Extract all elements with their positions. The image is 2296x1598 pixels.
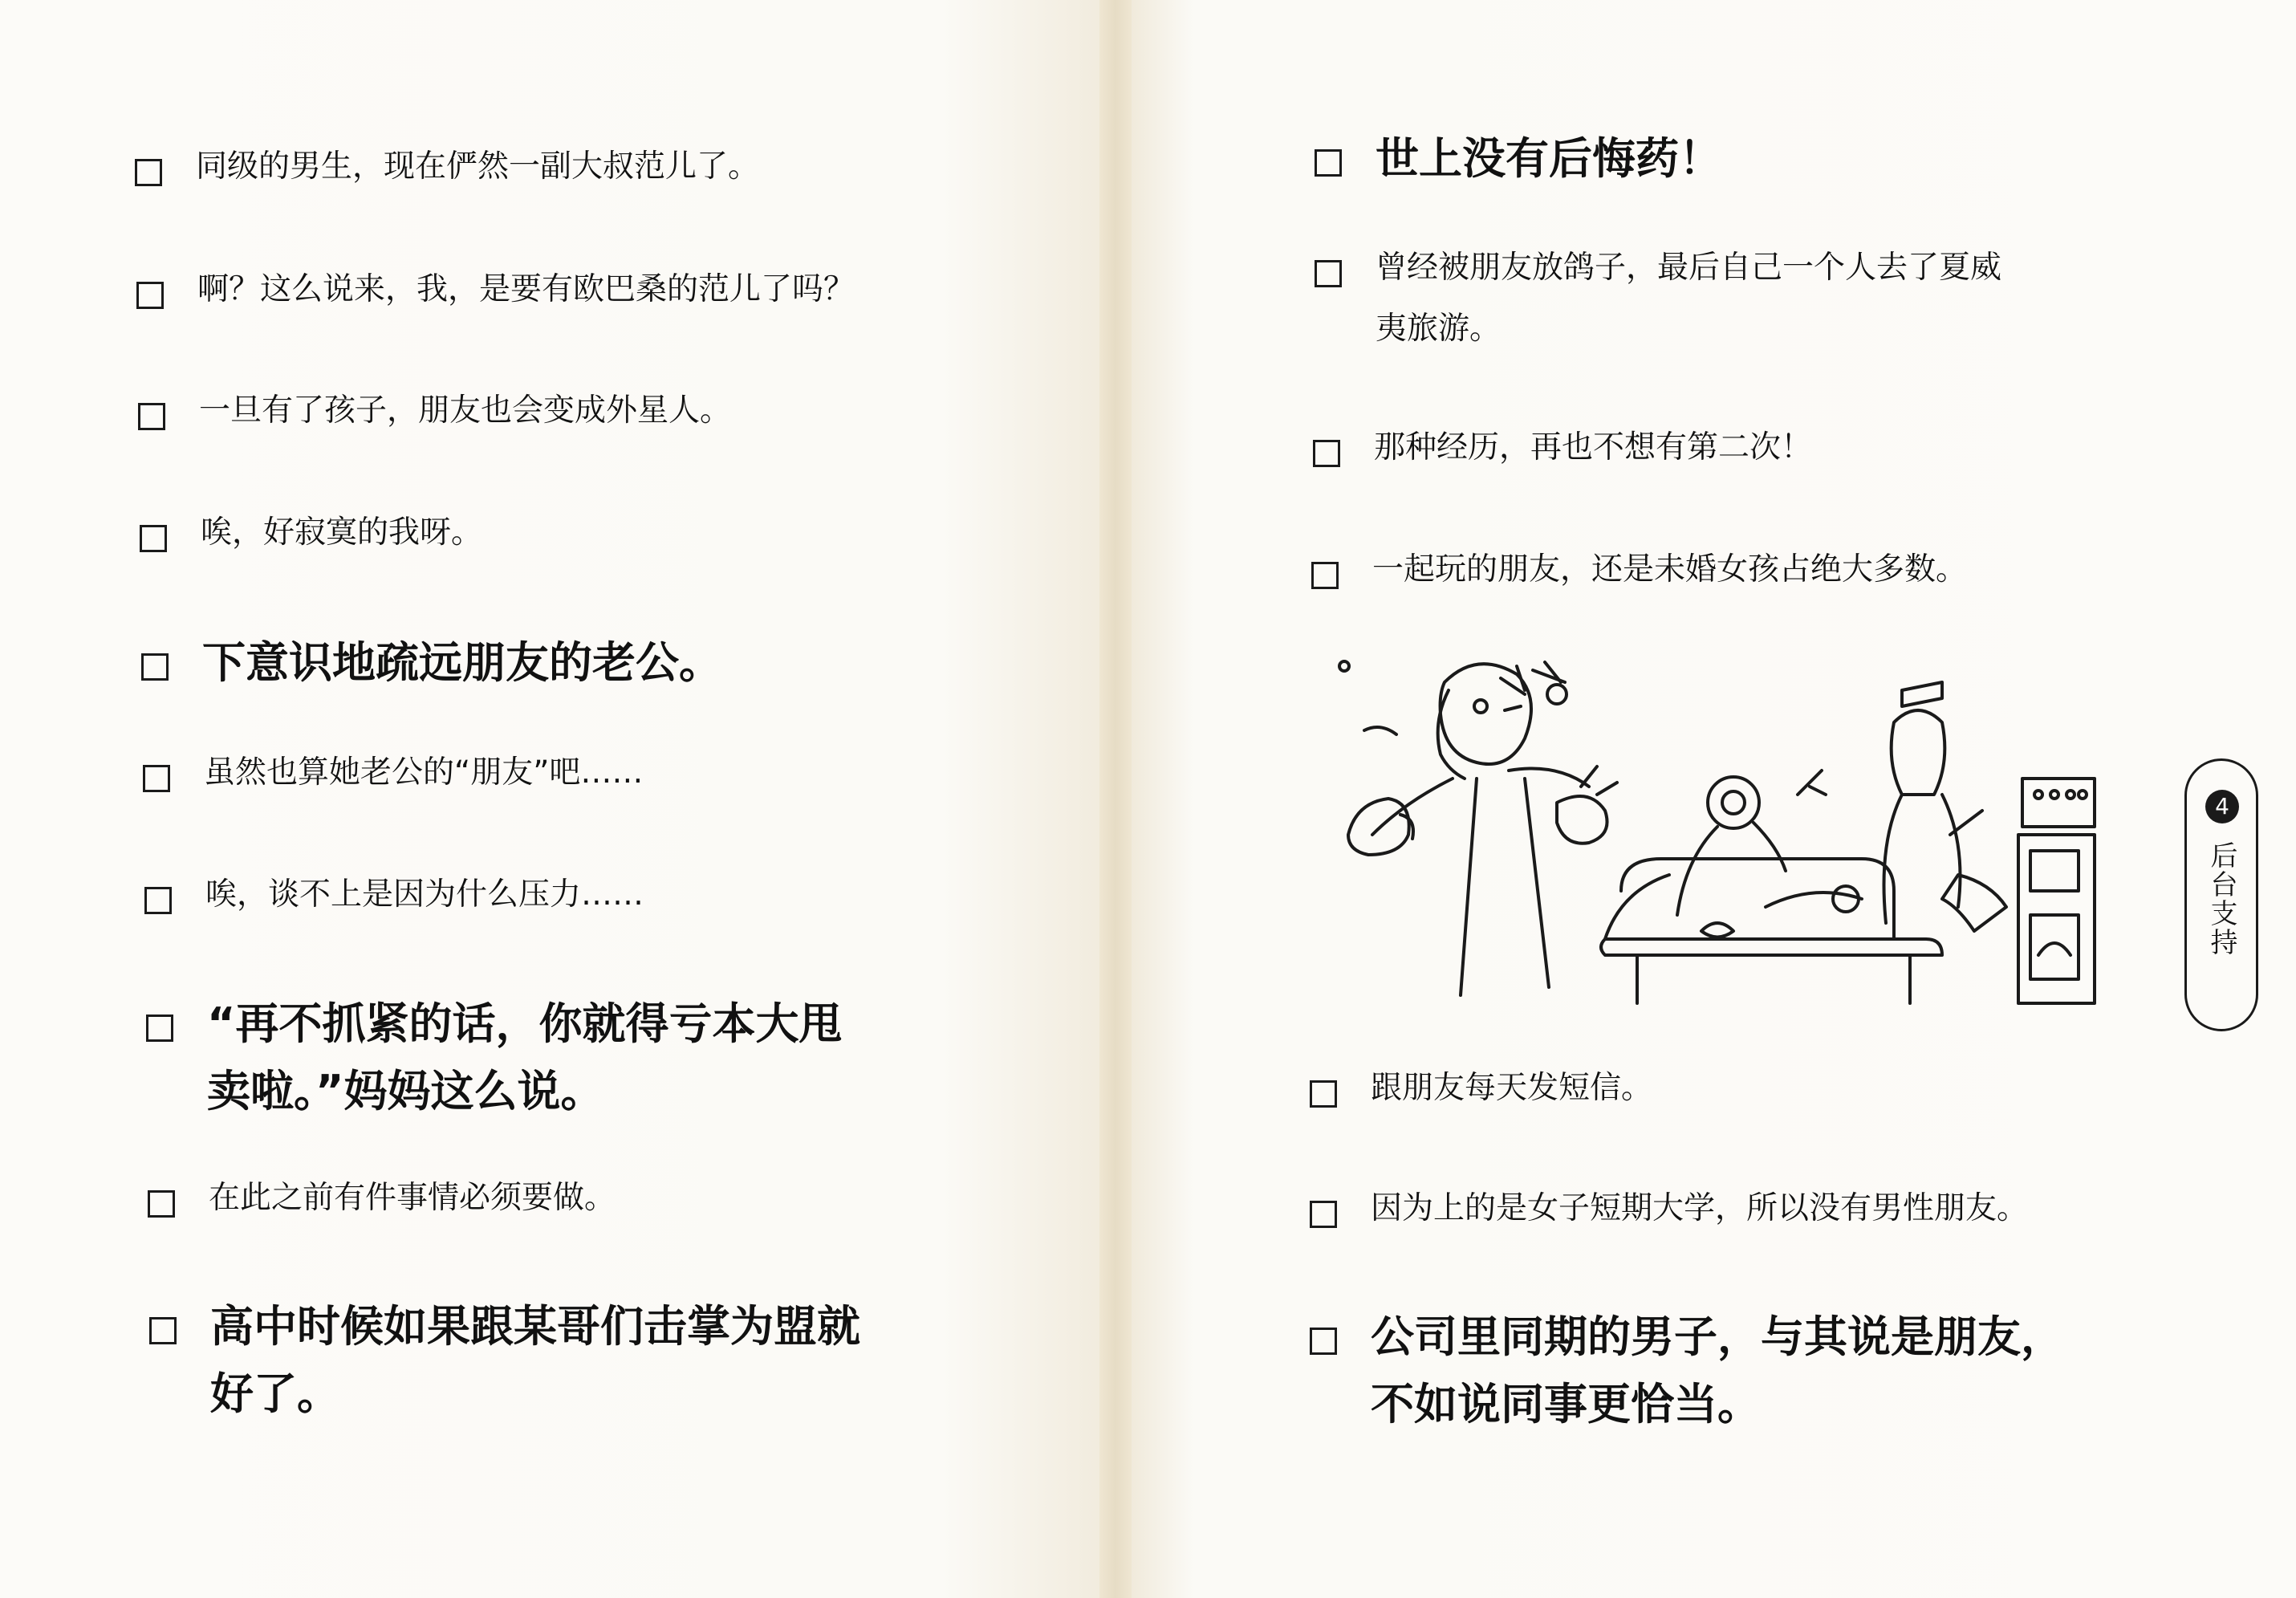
item-text: 跟朋友每天发短信。 bbox=[1371, 1070, 1653, 1106]
checkbox[interactable] bbox=[149, 1317, 177, 1344]
checklist-item bbox=[148, 1180, 616, 1229]
checkbox[interactable] bbox=[1315, 260, 1342, 287]
item-text: 同级的男生，现在俨然一副大叔范儿了。 bbox=[196, 148, 760, 185]
item-text: 一起玩的朋友，还是未婚女孩占绝大多数。 bbox=[1372, 551, 1968, 588]
item-text: 世上没有后悔药！ bbox=[1376, 133, 1722, 184]
item-text-line: 不如说同事更恰当。 bbox=[1371, 1379, 1761, 1429]
checkbox[interactable] bbox=[143, 765, 170, 792]
checklist-item bbox=[144, 876, 644, 925]
chapter-tab[interactable] bbox=[2184, 758, 2258, 1031]
checklist-item bbox=[1315, 250, 2002, 360]
item-text: 啊？这么说来，我，是要有欧巴桑的范儿了吗？ bbox=[197, 271, 855, 307]
item-text bbox=[207, 990, 843, 1125]
checkbox[interactable] bbox=[146, 1015, 173, 1042]
item-text-line: “再不抓紧的话，你就得亏本大甩 bbox=[207, 998, 843, 1049]
checklist-item bbox=[138, 392, 732, 441]
item-text bbox=[210, 1293, 860, 1428]
checkbox[interactable] bbox=[1313, 440, 1340, 467]
item-text-line: 夷旅游。 bbox=[1376, 311, 1502, 347]
checklist-item bbox=[141, 637, 722, 697]
checklist-item bbox=[1310, 1070, 1653, 1119]
checklist-item bbox=[140, 514, 483, 563]
checkbox[interactable] bbox=[144, 887, 172, 914]
item-text: 下意识地疏远朋友的老公。 bbox=[202, 637, 722, 688]
checkbox[interactable] bbox=[138, 403, 165, 430]
item-text-line: 卖啦。”妈妈这么说。 bbox=[207, 1066, 604, 1116]
book-gutter bbox=[1099, 0, 1132, 1598]
item-text: 虽然也算她老公的“朋友”吧…… bbox=[204, 754, 644, 791]
checkbox[interactable] bbox=[148, 1190, 175, 1218]
checkbox[interactable] bbox=[1310, 1328, 1337, 1355]
item-text-line: 好了。 bbox=[210, 1368, 340, 1419]
party-illustration bbox=[1316, 634, 2103, 1019]
checklist-item bbox=[143, 754, 644, 803]
checklist-item bbox=[135, 148, 760, 197]
item-text-line: 高中时候如果跟某哥们击掌为盟就 bbox=[210, 1301, 860, 1352]
checklist-item bbox=[146, 998, 843, 1125]
checkbox[interactable] bbox=[1311, 562, 1339, 589]
checkbox[interactable] bbox=[135, 159, 162, 186]
chapter-label: 后台支持 bbox=[2205, 841, 2237, 957]
checkbox[interactable] bbox=[1315, 149, 1342, 177]
checkbox[interactable] bbox=[1310, 1080, 1337, 1108]
item-text: 唉，好寂寞的我呀。 bbox=[201, 514, 483, 551]
checkbox[interactable] bbox=[140, 525, 167, 552]
checklist-item bbox=[136, 271, 855, 320]
checklist-item bbox=[1315, 133, 1722, 193]
checkbox[interactable] bbox=[141, 653, 169, 681]
item-text: 一旦有了孩子，朋友也会变成外星人。 bbox=[199, 392, 732, 429]
checklist-item bbox=[1311, 551, 1968, 600]
item-text bbox=[1376, 238, 2001, 360]
item-text-line: 公司里同期的男子，与其说是朋友， bbox=[1371, 1311, 2064, 1362]
checklist-item bbox=[1313, 429, 1813, 478]
chapter-number-badge: 4 bbox=[2205, 790, 2239, 823]
checklist-item bbox=[149, 1301, 860, 1428]
item-text: 在此之前有件事情必须要做。 bbox=[209, 1180, 616, 1216]
checklist-item bbox=[1310, 1190, 2029, 1239]
checklist-item bbox=[1310, 1311, 2064, 1438]
item-text bbox=[1371, 1303, 2064, 1438]
checkbox[interactable] bbox=[1310, 1201, 1337, 1228]
item-text-line: 曾经被朋友放鸽子，最后自己一个人去了夏威 bbox=[1376, 250, 2002, 286]
item-text: 唉，谈不上是因为什么压力…… bbox=[205, 876, 644, 913]
checkbox[interactable] bbox=[136, 282, 164, 309]
item-text: 那种经历，再也不想有第二次！ bbox=[1374, 429, 1813, 466]
item-text: 因为上的是女子短期大学，所以没有男性朋友。 bbox=[1371, 1190, 2029, 1226]
